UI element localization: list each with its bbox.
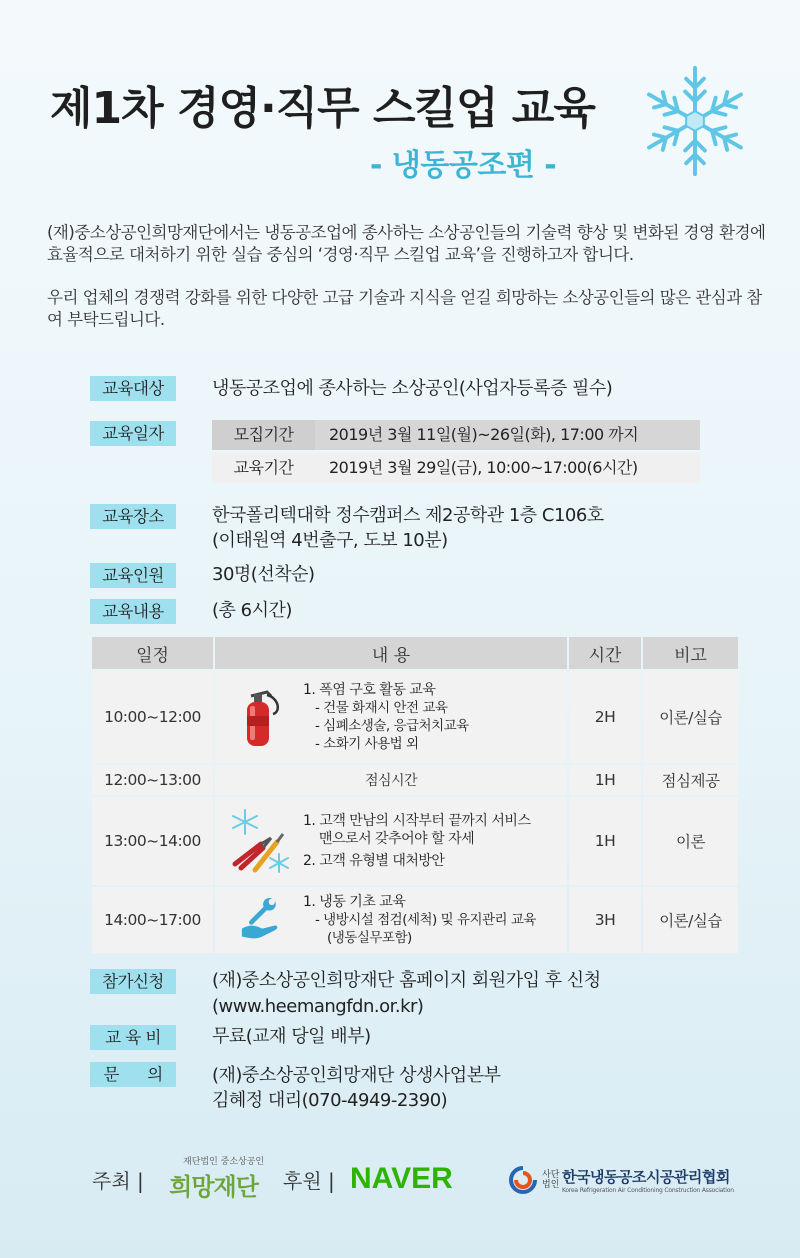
header-schedule: 일정 — [92, 637, 213, 669]
recruit-row — [212, 420, 700, 450]
table-row — [92, 797, 738, 885]
count-value: 30명(선착순) — [212, 564, 315, 585]
page-title: 제1차 경영·직무 스킬업 교육 — [50, 83, 595, 134]
heemang-logo-name: 희망재단 — [169, 1173, 258, 1201]
schedule-table — [212, 420, 700, 483]
place-line-2: (이태원역 4번출구, 도보 10분) — [212, 530, 448, 551]
edu-period-row — [212, 453, 700, 483]
snowflake-tools-icon — [227, 808, 293, 874]
row-content: 점심시간 — [215, 765, 567, 795]
apply-url[interactable]: (www.heemangfdn.or.kr) — [212, 996, 424, 1017]
table-row — [92, 671, 738, 763]
row-time: 14:00~17:00 — [92, 887, 213, 953]
row-note: 이론/실습 — [643, 887, 738, 953]
row-time: 10:00~12:00 — [92, 671, 213, 763]
row-line: - 심폐소생술, 응급처치교육 — [315, 718, 469, 734]
intro-paragraph-2: 우리 업체의 경쟁력 강화를 위한 다양한 고급 기술과 지식을 얻길 희망하는 소상공인들의 많은 관심과 참여 부탁드립니다. — [47, 288, 762, 329]
count-label: 교육인원 — [90, 563, 176, 588]
row-content — [215, 671, 567, 763]
recruit-value: 2019년 3월 11일(월)~26일(화), 17:00 까지 — [329, 425, 639, 444]
row-content — [215, 887, 567, 953]
content-value: (총 6시간) — [212, 600, 292, 621]
apply-line-1: (재)중소상공인희망재단 홈페이지 회원가입 후 신청 — [212, 970, 601, 991]
association-logo — [508, 1165, 734, 1195]
target-value: 냉동공조업에 종사하는 소상공인(사업자등록증 필수) — [212, 378, 613, 399]
row-hours: 1H — [569, 765, 641, 795]
row-hours: 1H — [569, 797, 641, 885]
heemang-logo-small: 재단법인 중소상공인 — [183, 1157, 265, 1167]
association-prefix: 사단법인 — [542, 1170, 560, 1190]
intro-paragraph-1: (재)중소상공인희망재단에서는 냉동공조업에 종사하는 소상공인들의 기술력 향상 및 변화된 경영 환경에 효율적으로 대처하기 위한 실습 중심의 ‘경영·직무 스킬업 교육’을 진행하고자 합니다. — [47, 223, 766, 264]
row-line: 2. 고객 유형별 대처방안 — [303, 853, 445, 869]
place-line-1: 한국폴리텍대학 정수캠퍼스 제2공학관 1층 C106호 — [212, 505, 604, 526]
host-label: 주최 | — [92, 1169, 144, 1193]
page-subtitle: - 냉동공조편 - — [370, 148, 557, 183]
fire-extinguisher-icon — [227, 684, 293, 750]
header-note: 비고 — [643, 637, 738, 669]
association-mark-icon — [508, 1165, 538, 1195]
heemang-logo — [163, 1154, 264, 1202]
row-note: 점심제공 — [643, 765, 738, 795]
row-line: - 소화기 사용법 외 — [315, 736, 419, 752]
wrench-hand-icon — [227, 894, 293, 946]
row-line: 1. 폭염 구호 활동 교육 — [303, 682, 436, 698]
row-line: 1. 고객 만남의 시작부터 끝까지 서비스 — [303, 813, 531, 829]
fee-value: 무료(교재 당일 배부) — [212, 1026, 371, 1047]
header-content: 내 용 — [215, 637, 567, 669]
row-line: - 냉방시설 점검(세척) 및 유지관리 교육 — [315, 912, 536, 928]
row-line: 1. 냉동 기초 교육 — [303, 894, 406, 910]
row-content — [215, 797, 567, 885]
fee-label: 교 육 비 — [90, 1025, 176, 1050]
edu-period-key: 교육기간 — [233, 458, 294, 477]
target-label: 교육대상 — [90, 376, 176, 401]
row-time: 13:00~14:00 — [92, 797, 213, 885]
table-row — [92, 765, 738, 795]
contact-line-1: (재)중소상공인희망재단 상생사업본부 — [212, 1065, 501, 1086]
row-note: 이론/실습 — [643, 671, 738, 763]
contact-line-2: 김혜정 대리(070-4949-2390) — [212, 1090, 448, 1111]
row-hours: 2H — [569, 671, 641, 763]
table-row — [92, 887, 738, 953]
recruit-key: 모집기간 — [212, 420, 315, 450]
row-hours: 3H — [569, 887, 641, 953]
date-label: 교육일자 — [90, 421, 176, 446]
snowflake-icon — [636, 62, 754, 180]
naver-logo: NAVER — [350, 1162, 453, 1195]
row-line: (냉동실무포함) — [327, 930, 412, 946]
association-name-en: Korea Refrigeration Air Conditioning Construction Association — [562, 1187, 734, 1194]
row-note: 이론 — [643, 797, 738, 885]
row-line: 맨으로서 갖추어야 할 자세 — [319, 831, 475, 847]
row-time: 12:00~13:00 — [92, 765, 213, 795]
content-label: 교육내용 — [90, 599, 176, 624]
sponsor-label: 후원 | — [283, 1169, 335, 1193]
row-line: - 건물 화재시 안전 교육 — [315, 700, 448, 716]
contact-label: 문 의 — [90, 1062, 176, 1087]
place-label: 교육장소 — [90, 504, 176, 529]
apply-label: 참가신청 — [90, 969, 176, 994]
header-hours: 시간 — [569, 637, 641, 669]
program-header-row — [92, 637, 738, 669]
edu-period-value: 2019년 3월 29일(금), 10:00~17:00(6시간) — [329, 458, 638, 477]
program-table — [90, 635, 740, 955]
association-name: 한국냉동공조시공관리협회 — [562, 1168, 730, 1186]
